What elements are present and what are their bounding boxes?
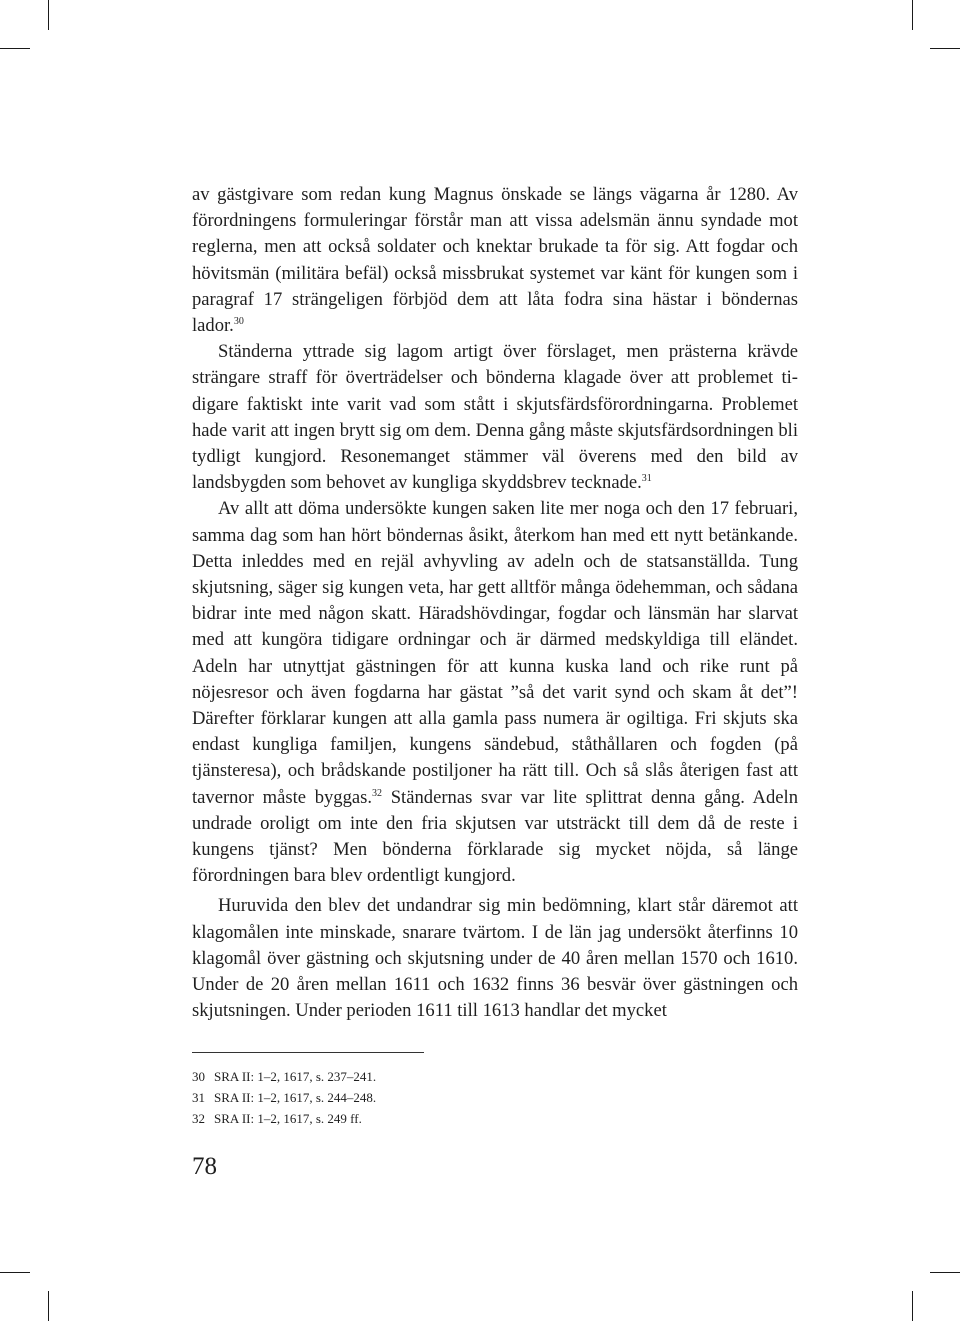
footnote xyxy=(192,1066,376,1087)
footnote-ref: 30 xyxy=(233,316,244,328)
footnote-text: SRA II: 1–2, 1617, s. 237–241. xyxy=(214,1069,377,1084)
footnote-ref: 31 xyxy=(641,473,652,485)
footnote-number: 31 xyxy=(192,1090,205,1105)
footnote-ref: 32 xyxy=(372,787,383,799)
paragraph-3 xyxy=(192,496,798,889)
crop-mark-right-top xyxy=(930,48,960,49)
paragraph-2 xyxy=(192,339,798,496)
footnote-text: SRA II: 1–2, 1617, s. 244–248. xyxy=(214,1090,377,1105)
paragraph-text: Ständerna yttrade sig lagom artigt över förslaget, men prästerna krävde strängare straff för överträdelser och bönderna klagade över att problemet tidigare faktiskt inte varit vad som stått i skjutsfärdsförordningarna. Problemet hade varit att ingen brytt sig om dem. Denna gång måste skjutsfärdsordningen bli tydligt kungjord. Resonemanget stämmer väl överens med den bild av landsbygden som behovet av kungliga skyddsbrev tecknade. xyxy=(192,341,798,494)
crop-mark-left-bottom xyxy=(0,1272,30,1273)
paragraph-text: Av allt att döma undersökte kungen saken lite mer noga och den 17 februari, samma dag som han hört böndernas åsikt, återkom han med ett nytt betänkande. Detta inleddes med en rejäl avhyvling av adeln och de statsanställda. Tung skjutsning, säger sig kungen veta, har gett alltför många ödehemman, och sådana bidrar inte med någon skatt. Häradshövdingar, fogdar och länsmän har slarvat med att kungöra tidigare ordningar och är därmed medskyldiga till eländet. Adeln har utnyttjat gästningen för att kunna kuska land och rike runt på nöjesresor och även fogdarna har gästat ”så det varit synd och skam åt det”! Därefter förklarar kungen att alla gamla pass numera är ogiltiga. Fri skjuts ska endast kungliga familjen, kungens sändebud, ståthållaren och fogden (på tjänsteresa), och brådskande postiljoner ha rätt till. Och så slås återigen fast att tavernor måste byggas. xyxy=(192,498,798,808)
crop-mark-bottom-left xyxy=(48,1291,49,1321)
footnote-number: 30 xyxy=(192,1069,205,1084)
paragraph-text: av gästgivare som redan kung Magnus önskade se längs vägarna år 1280. Av förordningens formuleringar förstår man att vissa adelsmän ännu syndade mot reglerna, men att också soldater och knektar brukade ta för sig. Att fogdar och hövitsmän (militära befäl) också missbrukat systemet var känt för kungen som i paragraf 17 strängeligen förbjöd dem att låta fodra sina hästar i böndernas lador. xyxy=(192,184,798,337)
footnote-text: SRA II: 1–2, 1617, s. 249 ff. xyxy=(214,1111,362,1126)
crop-mark-top-right xyxy=(912,0,913,30)
crop-mark-top-left xyxy=(48,0,49,30)
crop-mark-bottom-right xyxy=(912,1291,913,1321)
paragraph-1 xyxy=(192,182,798,339)
crop-mark-left-top xyxy=(0,48,30,49)
page-number: 78 xyxy=(192,1153,217,1180)
footnote xyxy=(192,1087,376,1108)
body-text xyxy=(192,182,798,1025)
footnotes xyxy=(192,1066,376,1129)
footnote-divider xyxy=(192,1052,424,1053)
crop-mark-right-bottom xyxy=(930,1272,960,1273)
paragraph-text: Huruvida den blev det undandrar sig min bedömning, klart står däremot att klagomålen inte minskade, snarare tvärtom. I de län jag undersökt återfinns 10 klagomål över gästning och skjutsning under de 40 åren mellan 1570 och 1610. Under de 20 åren mellan 1611 och 1632 finns 36 besvär över gästningen och skjutsningen. Under perioden 1611 till 1613 handlar det mycket xyxy=(192,895,798,1022)
footnote xyxy=(192,1108,376,1129)
paragraph-4 xyxy=(192,893,798,1024)
paragraph-text: Ständernas svar var lite splittrat denna gång. Adeln undrade oroligt om inte den fria skjutsen var utsträckt till dem då de reste i kungens tjänst? Men bönderna förklarade sig mycket nöjda, så länge förordningen bara blev ordentligt kungjord. xyxy=(192,786,798,887)
footnote-number: 32 xyxy=(192,1111,205,1126)
